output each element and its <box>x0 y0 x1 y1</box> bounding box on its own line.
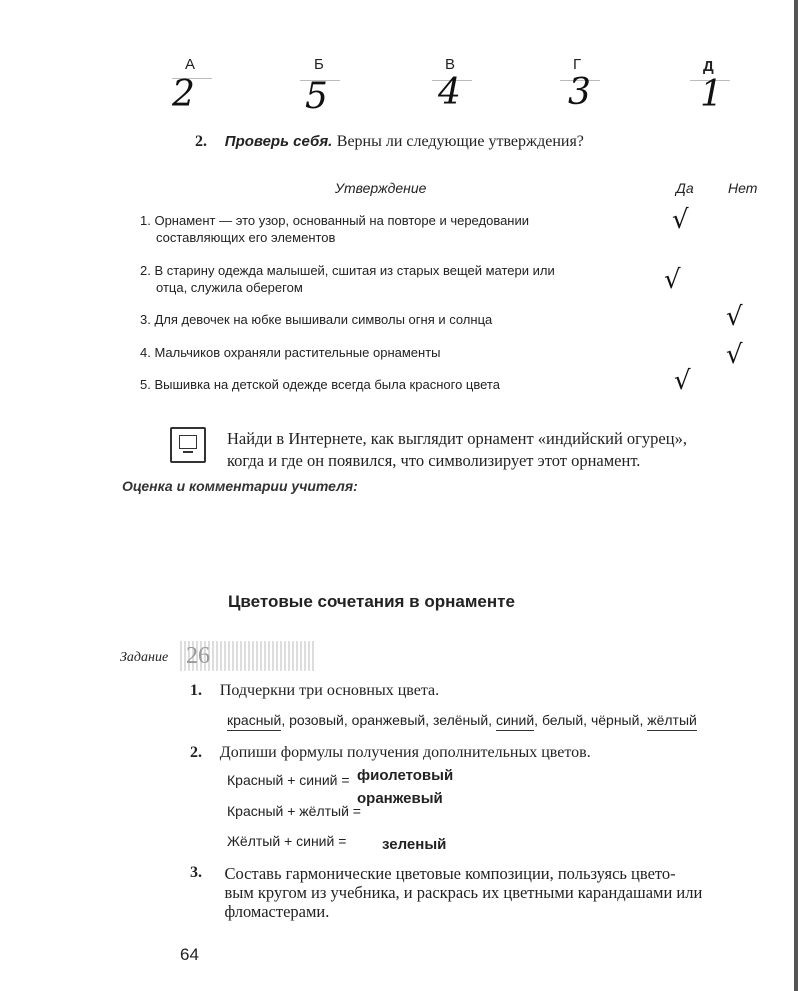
check-mark-no-4: √ <box>726 340 743 370</box>
col-no: Нет <box>728 180 758 196</box>
statement-4: 4. Мальчиков охраняли растительные орнаменты <box>140 345 441 360</box>
answer-2: оранжевый <box>357 790 443 807</box>
formula-3: Жёлтый + синий = <box>227 833 347 849</box>
color-list: красный, розовый, оранжевый, зелёный, синий, белый, чёрный, жёлтый <box>227 712 697 728</box>
zadanie-badge: 26 <box>180 641 315 671</box>
statement-3: 3. Для девочек на юбке вышивали символы огня и солнца <box>140 312 493 327</box>
internet-task: Найди в Интернете, как выглядит орнамент «индийский огурец», когда и где он появился, что символизирует этот орнамент. <box>227 429 687 470</box>
letter-v: В <box>445 56 456 73</box>
letter-b: Б <box>314 56 324 73</box>
answer-g: 3 <box>568 72 591 113</box>
statement-2: 2. В старину одежда малышей, сшитая из старых вещей матери или отца, служила оберегом <box>140 263 555 295</box>
scan-edge <box>794 0 798 991</box>
answer-v: 4 <box>438 72 461 113</box>
teacher-comment-label: Оценка и комментарии учителя: <box>122 478 358 494</box>
task2-heading: 2. Проверь себя. Верны ли следующие утверждения? <box>195 133 584 150</box>
section-title: Цветовые сочетания в орнаменте <box>228 592 515 611</box>
letter-a: А <box>185 56 196 73</box>
page-number: 64 <box>180 945 199 964</box>
zadanie-label: Задание <box>120 650 169 665</box>
check-mark-yes-2: √ <box>664 265 681 295</box>
computer-icon <box>170 427 206 463</box>
answer-b: 5 <box>305 76 328 117</box>
letter-g: Г <box>573 56 582 73</box>
q3: 3. Составь гармонические цветовые композиции, пользуясь цвето- вым кругом из учебника, и раскрась их цветными карандашами или фломастерами. <box>190 864 703 921</box>
col-yes: Да <box>676 180 694 196</box>
statement-1: 1. Орнамент — это узор, основанный на повторе и чередовании составляющих его элементов <box>140 213 530 245</box>
formula-1: Красный + синий = <box>227 772 350 788</box>
color-word: красный <box>227 712 281 731</box>
letter-d: Д <box>703 58 714 75</box>
check-mark-yes-1: √ <box>672 205 689 235</box>
col-statement: Утверждение <box>335 180 427 196</box>
q2-heading: 2. Допиши формулы получения дополнительных цветов. <box>190 744 591 761</box>
answer-1: фиолетовый <box>357 767 454 784</box>
answer-3: зеленый <box>382 836 447 853</box>
formula-2: Красный + жёлтый = <box>227 803 361 819</box>
check-mark-yes-5: √ <box>674 366 691 396</box>
statement-5: 5. Вышивка на детской одежде всегда была красного цвета <box>140 377 500 392</box>
answer-d: 1 <box>700 74 723 115</box>
q1-heading: 1. Подчеркни три основных цвета. <box>190 682 440 699</box>
answer-a: 2 <box>172 74 195 115</box>
check-mark-no-3: √ <box>726 302 743 332</box>
